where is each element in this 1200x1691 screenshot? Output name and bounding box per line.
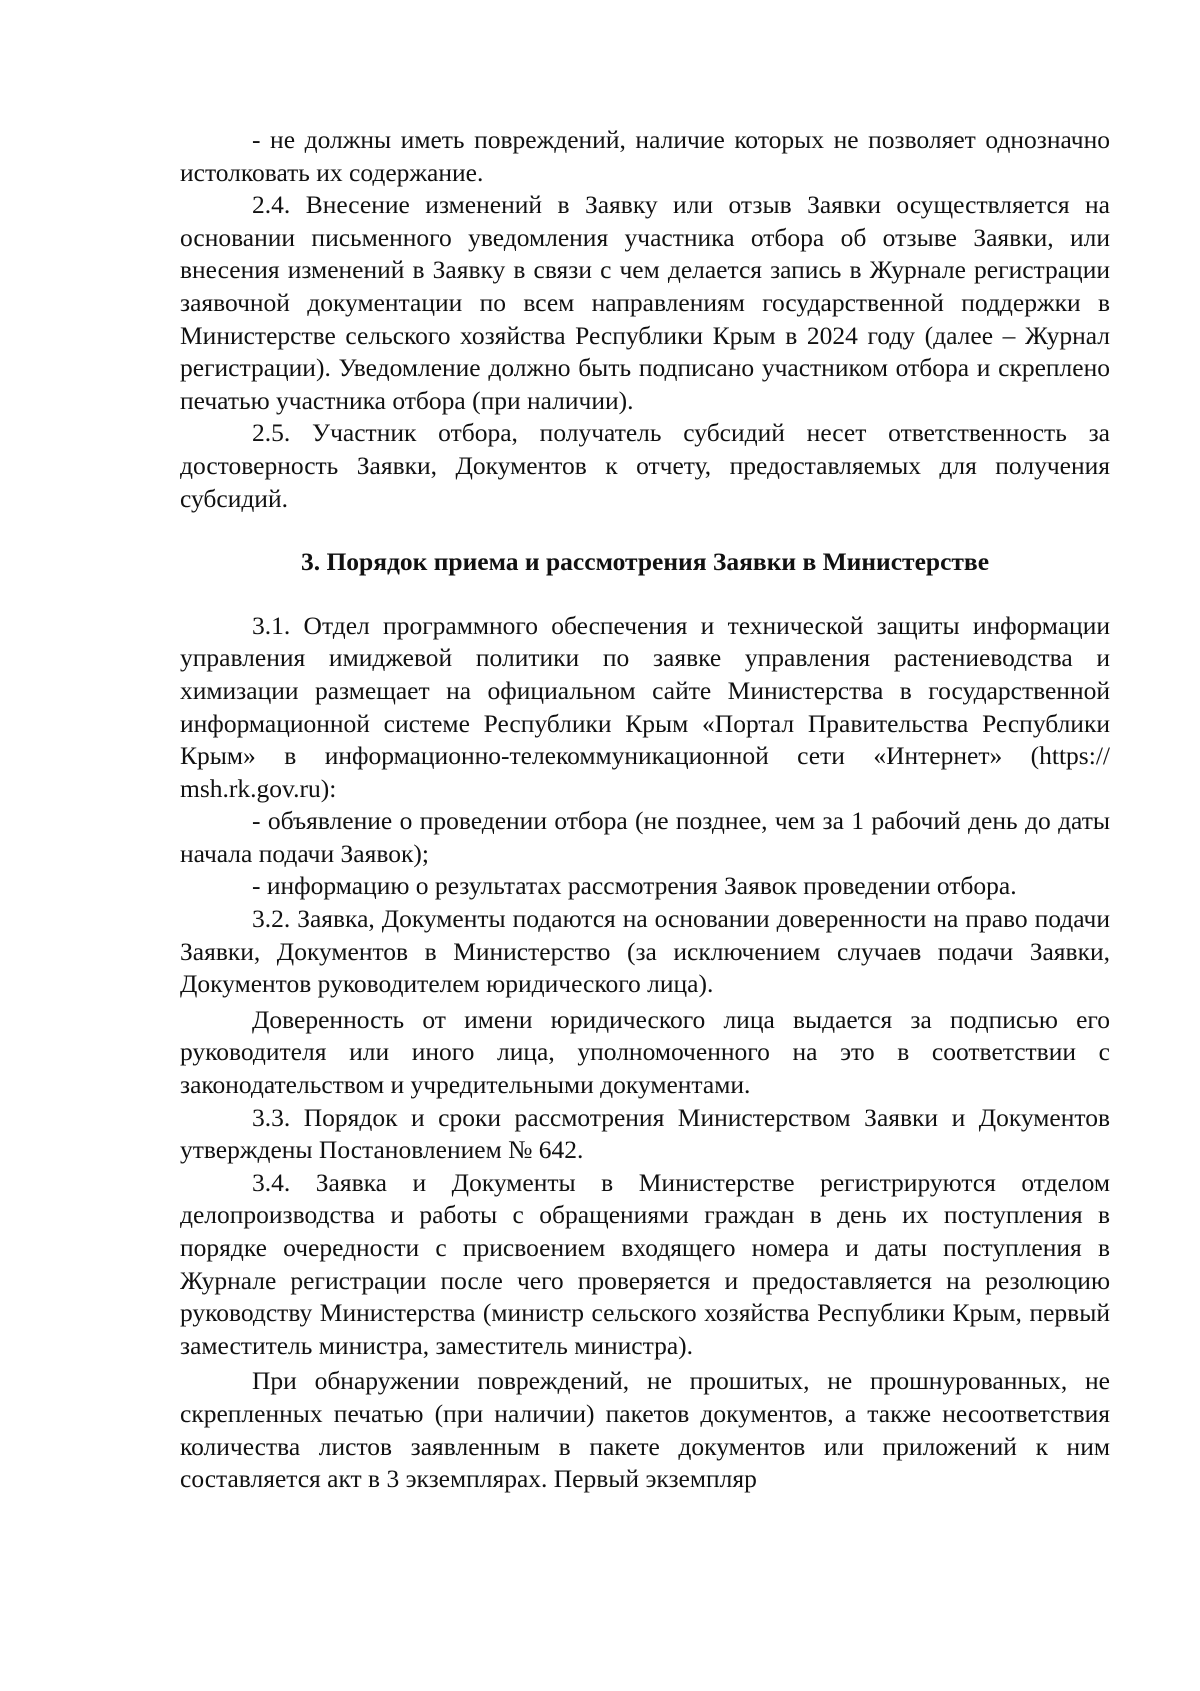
section-heading-3: 3. Порядок приема и рассмотрения Заявки в Министерстве [300, 547, 990, 577]
paragraph-3-1: 3.1. Отдел программного обеспечения и технической защиты информации управления имиджевой политики по заявке управления растениеводства и химизации размещает на официальном сайте Министерства в государственной информационной системе Республики Крым «Портал Правительства Республики Крым» в информационно-телекоммуникационной сети «Интернет» (https:// msh.rk.gov.ru): [180, 610, 1110, 803]
document-body [180, 124, 1110, 1496]
paragraph-3-4: 3.4. Заявка и Документы в Министерстве регистрируются отделом делопроизводства и работы с обращениями граждан в день их поступления в порядке очередности с присвоением входящего номера и даты поступления в Журнале регистрации после чего проверяется и предоставляется на резолюцию руководству Министерства (министр сельского хозяйства Республики Крым, первый заместитель министра, заместитель министра). [180, 1167, 1110, 1360]
paragraph-3-3: 3.3. Порядок и сроки рассмотрения Министерством Заявки и Документов утверждены Постановлением № 642. [180, 1102, 1110, 1165]
paragraph-3-2: 3.2. Заявка, Документы подаются на основании доверенности на право подачи Заявки, Документов в Министерство (за исключением случаев подачи Заявки, Документов руководителем юридического лица). [180, 904, 1110, 999]
paragraph-results-info: - информацию о результатах рассмотрения Заявок проведении отбора. [252, 871, 1017, 901]
paragraph-no-damage: - не должны иметь повреждений, наличие которых не позволяет однозначно истолковать их содержание. [180, 125, 1110, 187]
paragraph-2-5: 2.5. Участник отбора, получатель субсидий несет ответственность за достоверность Заявки, Документов к отчету, предоставляемых для получения субсидий. [180, 418, 1110, 513]
paragraph-damage-act: При обнаружении повреждений, не прошитых, не прошнурованных, не скрепленных печатью (при наличии) пакетов документов, а также несоответствия количества листов заявленным в пакете документов или приложений к ним составляется акт в 3 экземплярах. Первый экземпляр [180, 1366, 1110, 1494]
paragraph-2-4: 2.4. Внесение изменений в Заявку или отзыв Заявки осуществляется на основании письменного уведомления участника отбора об отзыве Заявки, или внесения изменений в Заявку в связи с чем делается запись в Журнале регистрации заявочной документации по всем направлениям государственной поддержки в Министерстве сельского хозяйства Республики Крым в 2024 году (далее – Журнал регистрации). Уведомление должно быть подписано участником отбора и скреплено печатью участника отбора (при наличии). [180, 190, 1110, 415]
paragraph-power-of-attorney: Доверенность от имени юридического лица выдается за подписью его руководителя или иного лица, уполномоченного на это в соответствии с законодательством и учредительными документами. [180, 1004, 1110, 1100]
paragraph-announcement: - объявление о проведении отбора (не позднее, чем за 1 рабочий день до даты начала подачи Заявок); [180, 806, 1110, 868]
